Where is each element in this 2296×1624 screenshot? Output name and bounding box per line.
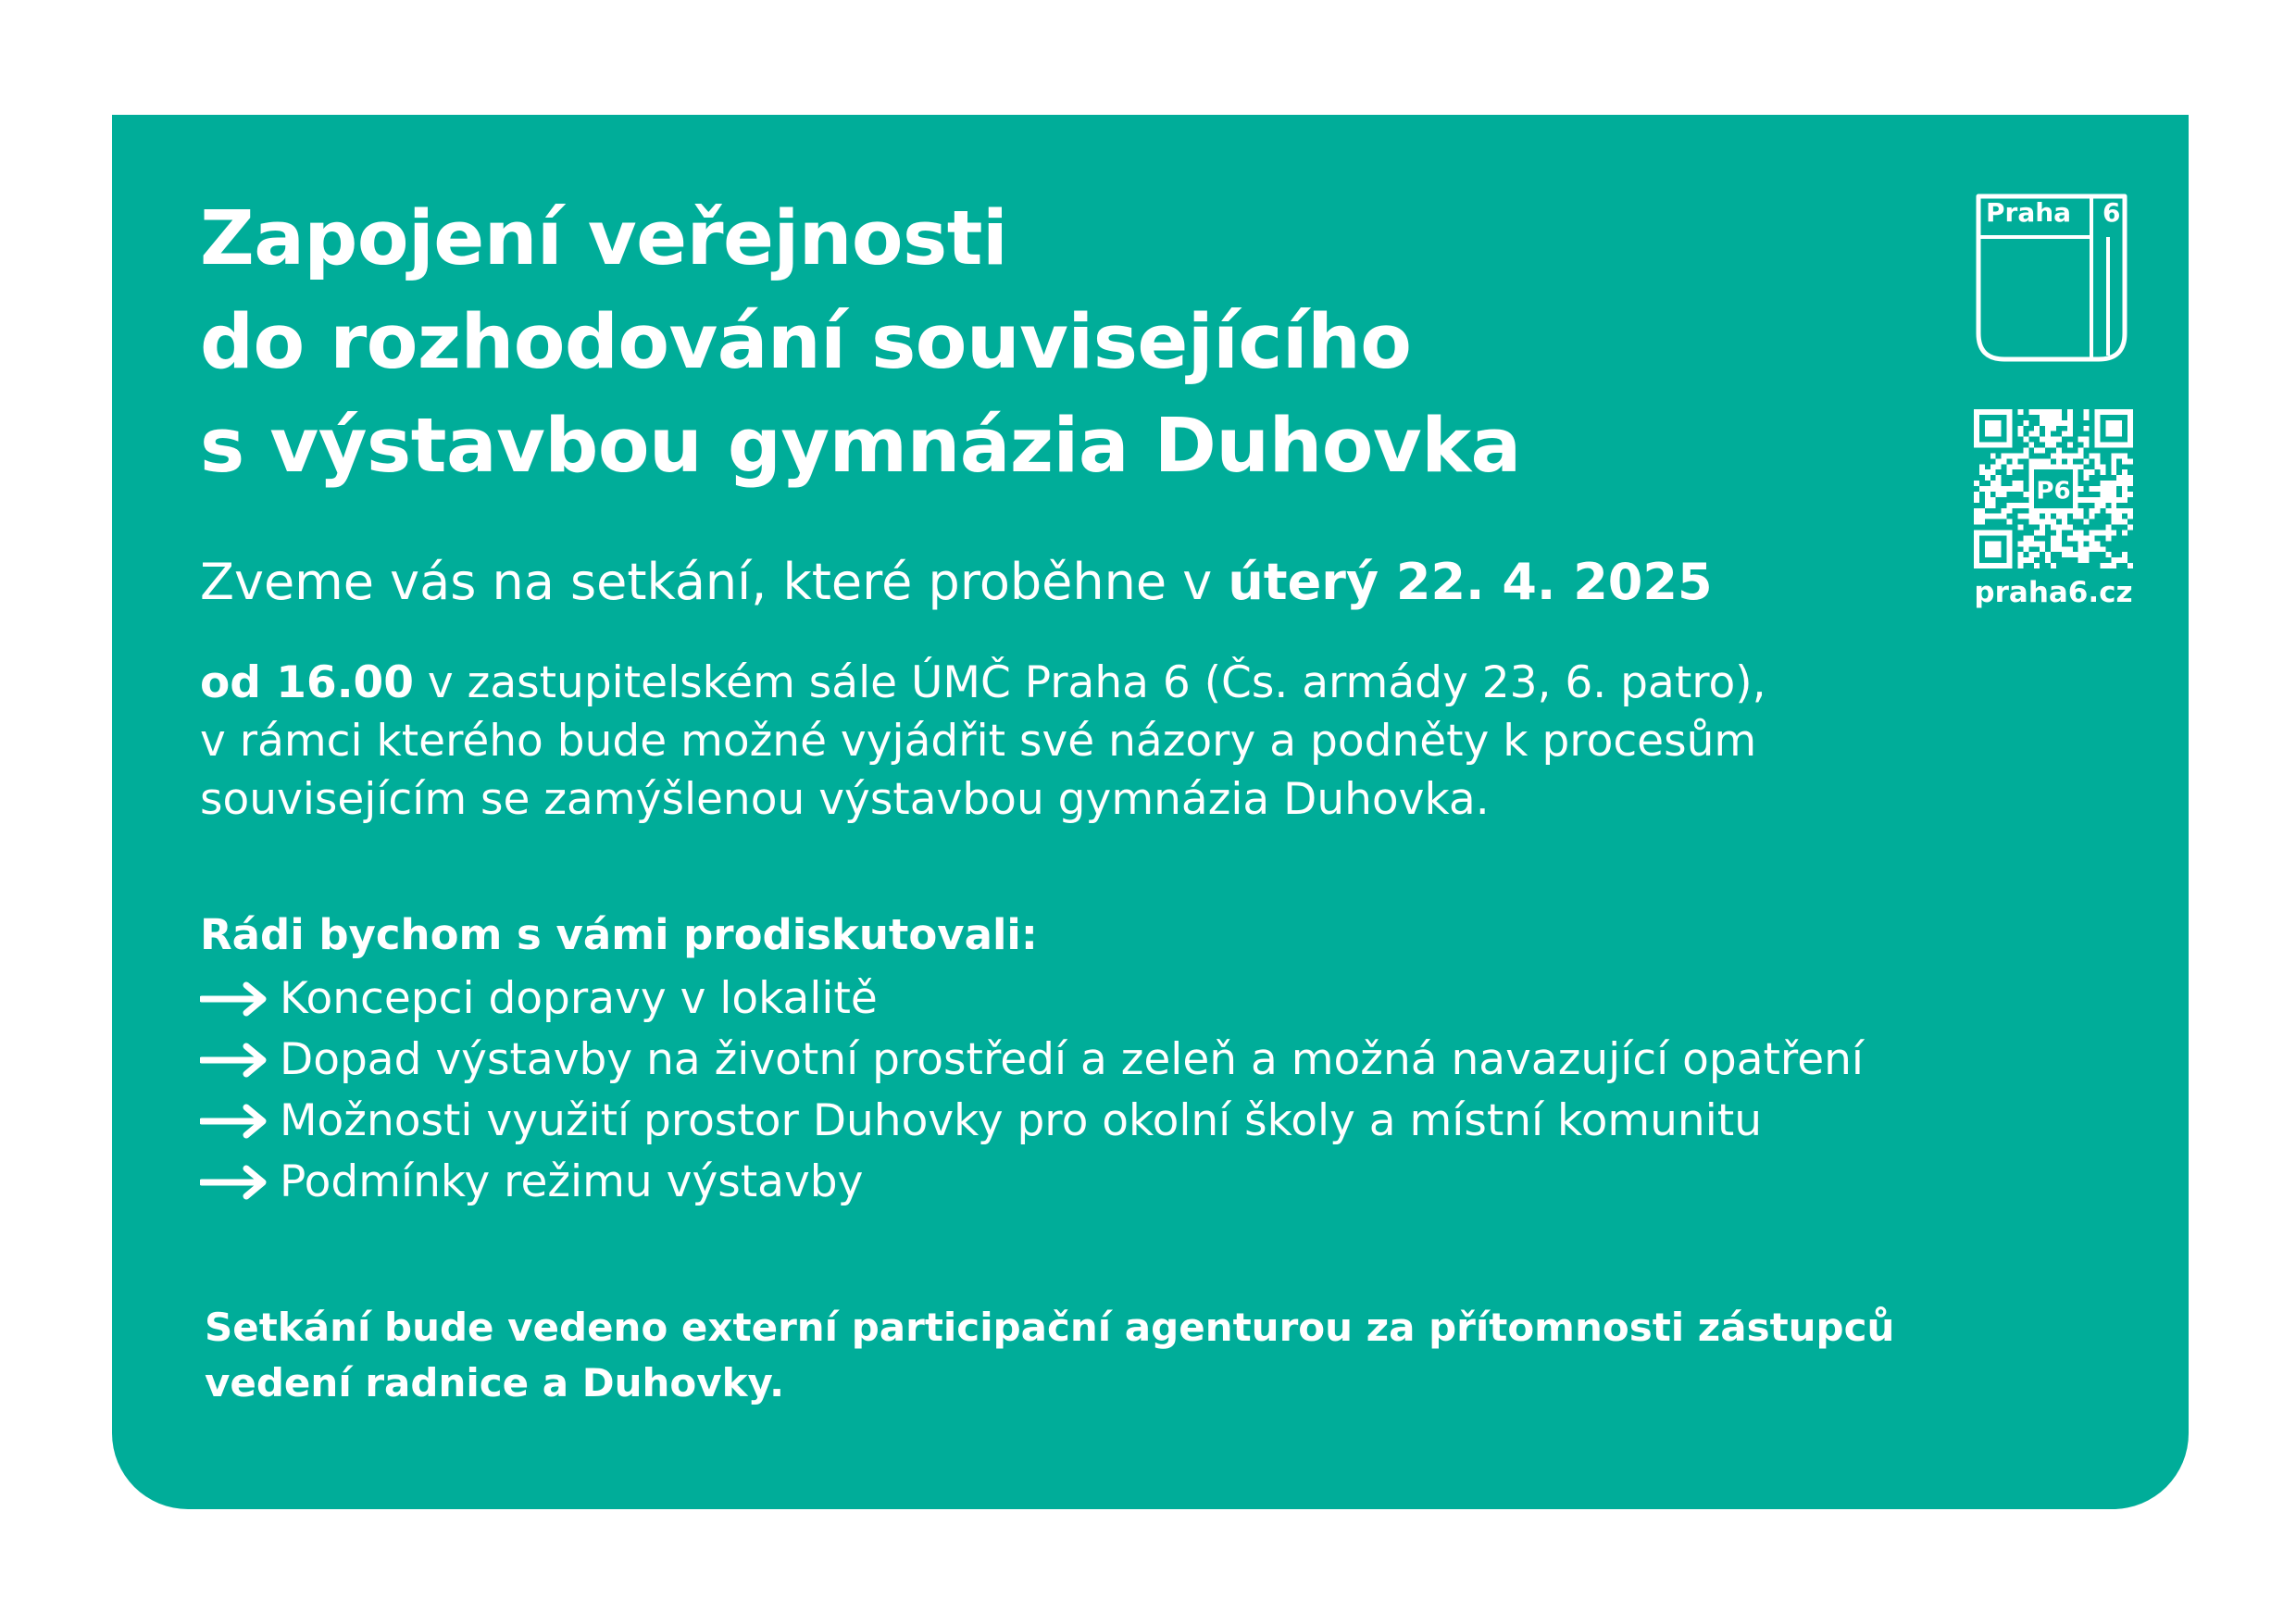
footer-note (205, 1300, 2056, 1411)
meeting-time: od 16.00 (200, 657, 414, 708)
topics-heading: Rádi bychom s vámi prodiskutovali: (200, 910, 1038, 959)
praha6-logo (1975, 193, 2128, 365)
meeting-details (200, 654, 2052, 829)
title-line: Zapojení veřejnosti (200, 195, 1008, 282)
topic-label: Možnosti využití prostor Duhovky pro okolní školy a místní komunitu (280, 1095, 1762, 1146)
details-line: souvisejícím se zamýšlenou výstavbou gymnázia Duhovka. (200, 774, 1490, 825)
details-line (200, 654, 2052, 712)
list-item (200, 968, 1864, 1030)
right-arrow-icon (200, 1042, 270, 1079)
page-title (200, 187, 1959, 498)
footer-line: vedení radnice a Duhovky. (205, 1360, 785, 1405)
topics-list (200, 968, 1864, 1213)
right-arrow-icon (200, 981, 270, 1018)
meeting-place: v zastupitelském sále ÚMČ Praha 6 (Čs. armády 23, 6. patro), (413, 657, 1766, 708)
title-line: s výstavbou gymnázia Duhovka (200, 403, 1521, 490)
list-item (200, 1152, 1864, 1213)
logo-praha-text: Praha (1986, 197, 2072, 228)
footer-line: Setkání bude vedeno externí participační agenturou za přítomnosti zástupců (205, 1305, 1895, 1350)
topic-label: Podmínky režimu výstavby (280, 1156, 864, 1207)
topic-label: Dopad výstavby na životní prostředí a zeleň a možná navazující opatření (280, 1034, 1864, 1085)
details-line: v rámci kterého bude možné vyjádřit své názory a podněty k procesům (200, 716, 1757, 767)
logo-six-text: 6 (2103, 197, 2121, 228)
topic-label: Koncepci dopravy v lokalitě (280, 973, 878, 1024)
website-link[interactable]: praha6.cz (1974, 576, 2133, 609)
right-arrow-icon (200, 1164, 270, 1201)
invite-text: Zveme vás na setkání, které proběhne v (200, 553, 1229, 611)
list-item (200, 1030, 1864, 1091)
right-arrow-icon (200, 1103, 270, 1140)
qr-code-icon[interactable] (1974, 409, 2133, 568)
invitation-card (112, 115, 2189, 1509)
meeting-date: úterý 22. 4. 2025 (1228, 553, 1713, 611)
qr-badge-text: P6 (2036, 477, 2071, 506)
list-item (200, 1091, 1864, 1152)
meeting-invitation (200, 550, 1713, 615)
title-line: do rozhodování souvisejícího (200, 299, 1412, 386)
